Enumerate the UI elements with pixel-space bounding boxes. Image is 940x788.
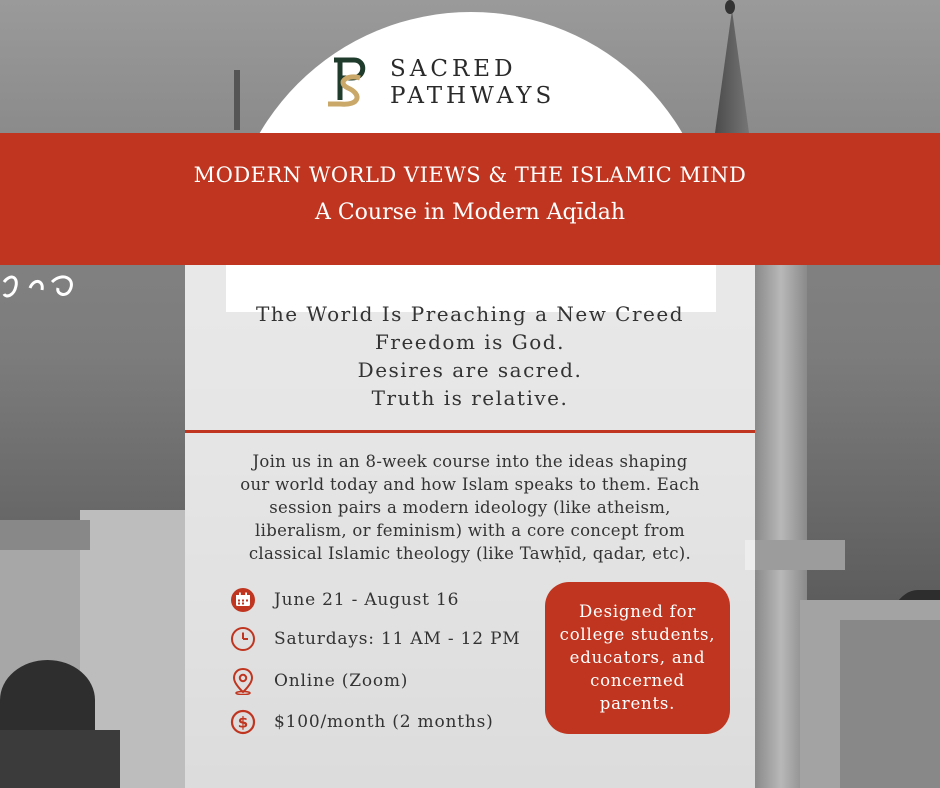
detail-text: $100/month (2 months)	[274, 712, 494, 732]
quote-line: Desires are sacred.	[357, 358, 583, 382]
description-line: session pairs a modern ideology (like atheism,	[269, 498, 671, 517]
course-description	[192, 450, 748, 565]
detail-text: Saturdays: 11 AM - 12 PM	[274, 629, 521, 649]
brand-line-1: SACRED	[390, 56, 517, 82]
callout-line: concerned	[590, 671, 685, 690]
description-line: liberalism, or feminism) with a core concept from	[255, 521, 685, 540]
calendar-icon	[229, 586, 257, 614]
description-line: Join us in an 8-week course into the ideas shaping	[252, 452, 688, 471]
course-series-title: MODERN WORLD VIEWS & THE ISLAMIC MIND	[193, 163, 747, 187]
svg-text:$: $	[237, 713, 249, 732]
location-pin-icon	[229, 667, 257, 695]
brand-line-2: PATHWAYS	[390, 83, 556, 109]
callout-line: college students,	[559, 625, 716, 644]
brand-name	[390, 56, 555, 110]
course-subtitle: A Course in Modern Aqīdah	[314, 200, 626, 225]
divider	[185, 430, 755, 433]
sacred-pathways-logo-icon	[326, 56, 370, 108]
creed-quote	[185, 300, 755, 412]
detail-dates	[229, 585, 459, 615]
detail-text: Online (Zoom)	[274, 671, 409, 691]
detail-time	[229, 624, 521, 654]
quote-line: The World Is Preaching a New Creed	[255, 302, 685, 326]
clock-icon	[229, 625, 257, 653]
callout-line: educators, and	[569, 648, 706, 667]
callout-line: Designed for	[578, 602, 697, 621]
detail-text: June 21 - August 16	[274, 590, 460, 610]
quote-line: Truth is relative.	[371, 386, 569, 410]
title-banner	[0, 133, 940, 265]
dollar-icon	[229, 708, 257, 736]
description-line: our world today and how Islam speaks to them. Each	[240, 475, 700, 494]
callout-line: parents.	[599, 694, 676, 713]
description-line: classical Islamic theology (like Tawḥīd, qadar, etc).	[248, 544, 692, 563]
quote-line: Freedom is God.	[375, 330, 565, 354]
detail-location	[229, 666, 408, 696]
audience-callout	[545, 582, 730, 734]
detail-price	[229, 707, 494, 737]
